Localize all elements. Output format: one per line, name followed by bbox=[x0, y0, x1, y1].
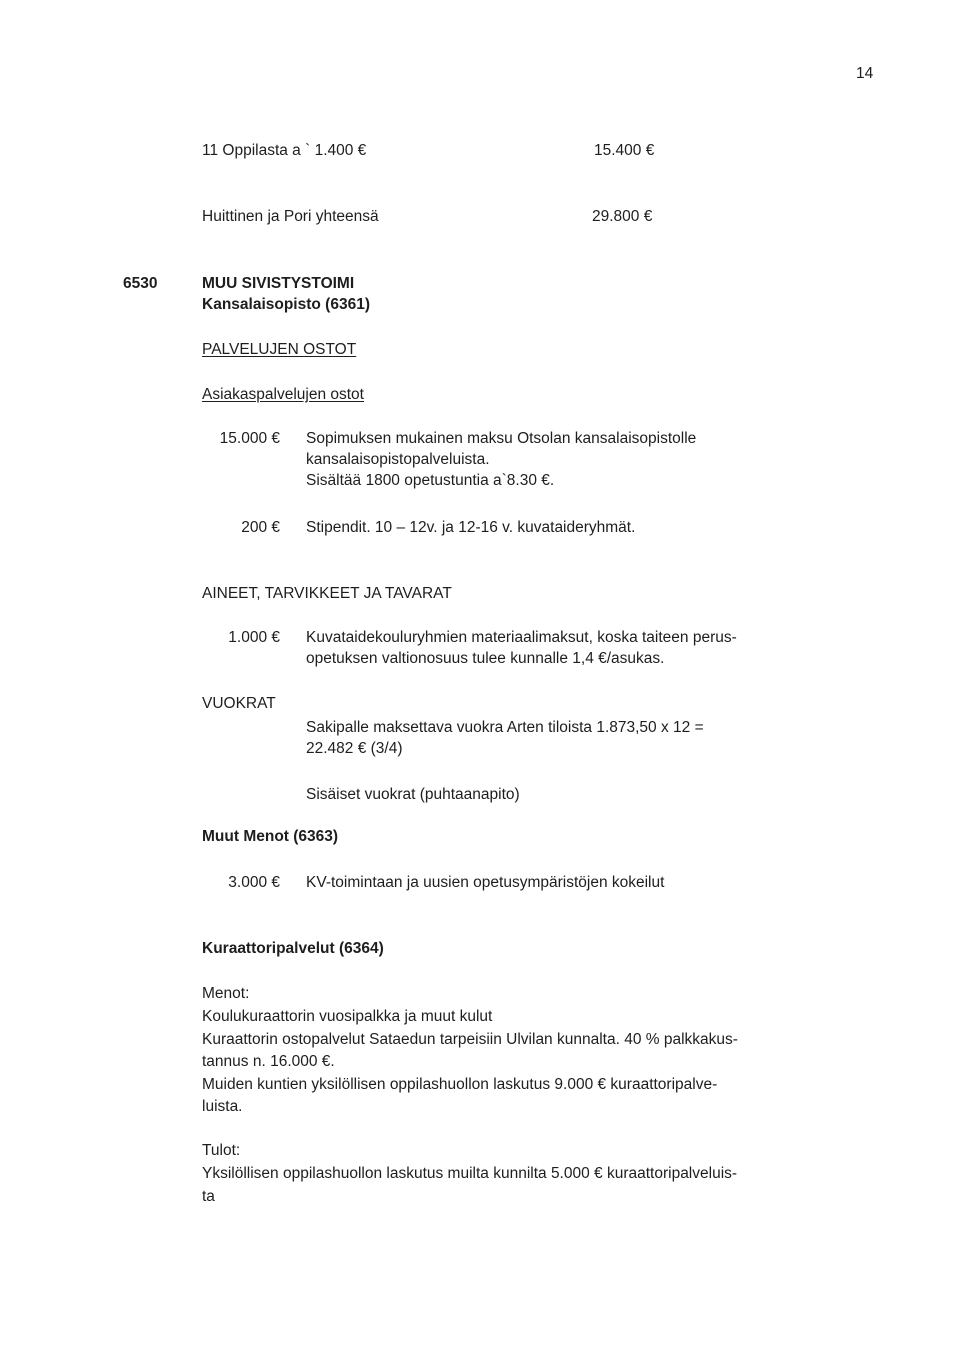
combined-total: 29.800 € bbox=[592, 208, 653, 225]
rents-heading: VUOKRAT bbox=[202, 695, 276, 712]
item1-amount: 15.000 € bbox=[219, 430, 280, 447]
expenses-line: Muiden kuntien yksilöllisen oppilashuollon laskutus 9.000 € kuraattoripalve- bbox=[202, 1076, 718, 1093]
pupils-cost-line: 11 Oppilasta a ` 1.400 € bbox=[202, 142, 367, 159]
income-line: Yksilöllisen oppilashuollon laskutus muilta kunnilta 5.000 € kuraattoripalveluis- bbox=[202, 1165, 738, 1182]
income-label: Tulot: bbox=[202, 1142, 241, 1159]
materials-amount: 1.000 € bbox=[228, 629, 280, 646]
other-expenses-text: KV-toimintaan ja uusien opetusympäristöjen kokeilut bbox=[306, 874, 665, 891]
expenses-label: Menot: bbox=[202, 985, 250, 1002]
expenses-line: Koulukuraattorin vuosipalkka ja muut kulut bbox=[202, 1008, 493, 1025]
expenses-line: luista. bbox=[202, 1098, 243, 1115]
item2-text: Stipendit. 10 – 12v. ja 12-16 v. kuvataideryhmät. bbox=[306, 519, 636, 536]
expenses-line: tannus n. 16.000 €. bbox=[202, 1053, 335, 1070]
curator-heading: Kuraattoripalvelut (6364) bbox=[202, 940, 384, 957]
materials-line: Kuvataidekouluryhmien materiaalimaksut, koska taiteen perus- bbox=[306, 629, 737, 646]
section-code: 6530 bbox=[123, 275, 158, 292]
other-expenses-heading: Muut Menot (6363) bbox=[202, 828, 339, 845]
rents-line: 22.482 € (3/4) bbox=[306, 740, 403, 757]
materials-line: opetuksen valtionosuus tulee kunnalle 1,4 €/asukas. bbox=[306, 650, 665, 667]
item1-line: kansalaisopistopalveluista. bbox=[306, 451, 490, 468]
expenses-line: Kuraattorin ostopalvelut Sataedun tarpeisiin Ulvilan kunnalta. 40 % palkkakus- bbox=[202, 1031, 738, 1048]
purchases-heading: PALVELUJEN OSTOT bbox=[202, 341, 357, 358]
section-title: MUU SIVISTYSTOIMI bbox=[202, 275, 355, 292]
income-line: ta bbox=[202, 1188, 215, 1205]
materials-heading: AINEET, TARVIKKEET JA TAVARAT bbox=[202, 585, 452, 602]
item1-line: Sopimuksen mukainen maksu Otsolan kansalaisopistolle bbox=[306, 430, 697, 447]
combined-label: Huittinen ja Pori yhteensä bbox=[202, 208, 379, 225]
internal-rents: Sisäiset vuokrat (puhtaanapito) bbox=[306, 786, 520, 803]
item1-line: Sisältää 1800 opetustuntia a`8.30 €. bbox=[306, 472, 555, 489]
section-subtitle: Kansalaisopisto (6361) bbox=[202, 296, 370, 313]
other-expenses-amount: 3.000 € bbox=[228, 874, 280, 891]
page-number: 14 bbox=[856, 65, 874, 82]
purchases-subheading: Asiakaspalvelujen ostot bbox=[202, 386, 364, 403]
rents-line: Sakipalle maksettava vuokra Arten tiloista 1.873,50 x 12 = bbox=[306, 719, 704, 736]
item2-amount: 200 € bbox=[241, 519, 280, 536]
pupils-cost-total: 15.400 € bbox=[594, 142, 655, 159]
